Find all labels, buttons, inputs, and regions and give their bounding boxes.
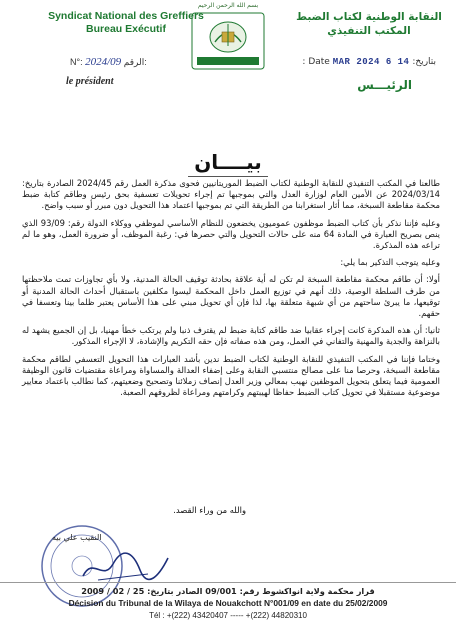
header-arabic bbox=[294, 10, 444, 38]
statement-body bbox=[22, 178, 440, 404]
date-stamp: 14 6 MAR 2024 bbox=[332, 57, 410, 67]
basmala: بسم الله الرحمن الرحيم bbox=[197, 2, 259, 9]
header-fr-line2: Bureau Exécutif bbox=[86, 23, 166, 35]
paragraph-second: ثانيا: أن هذه المذكرة كانت إجراء عقابيا ضد طاقم كتابة ضبط لم يقترف ذنبا ولم يرتكب خطأ مهنيا، بل إن الجميع يشهد له بالنزاهة والجدية والمهنية والتفاني في العمل، ومن هذه صفاته فإن حقه التكريم والإشادة، لا الإجراء المذكور. bbox=[22, 325, 440, 347]
paragraph-conclusion: وختاما فإننا في المكتب التنفيذي للنقابة الوطنية لكتاب الضبط ندين بأشد العبارات هذا التحويل التعسفي لطاقم محكمة مقاطعة السبخة، وحرصا منا على مصالح منتسبي النقابة وعلى إضفاء العدالة والمساواة ومراعاة مقتضيات قانون الوظيفة العمومية فيما يتعلق بتحويل الموظفين نهيب بمعالي وزير العدل إنصاف زملائنا وتصحيح وضعيتهم، كما نطالب باعتماد معايير موضوعية مستقبلا في تحويل كتاب الضبط حفاظا لهيبتهم وكرامتهم ومراعاة لظروفهم الصعبة. bbox=[21, 353, 440, 398]
number-label-ar: الرقم: bbox=[123, 57, 147, 67]
header-ar-line1: النقابة الوطنية لكتاب الضبط bbox=[296, 11, 442, 23]
paragraph-first: أولا: أن طاقم محكمة مقاطعة السبخة لم تكن له أية علاقة بحادثة توقيف الحالة المدنية، ولا بأي تجاوزات تمت ملاحظتها من طرف السلطة الوصية، ذلك أنهم في توزيع العمل داخل المحكمة ليسوا مكلفين باستقبال أحداث الحالة المدنية أو توقيعها، ما يبرئ ساحتهم من أي شبهة متعلقة بها، لذا فإن أي تحويل مبني على هذا الأساس يعتبر ظلما بينا وتعسفا في حقهم. bbox=[22, 274, 440, 319]
title-underline bbox=[188, 176, 268, 177]
president-label: le président bbox=[66, 76, 114, 87]
closing-phrase: والله من وراء القصد. bbox=[173, 505, 246, 515]
date-label-ar: بتاريخ: bbox=[412, 57, 436, 67]
footer-divider bbox=[0, 582, 456, 583]
number-label: N°: bbox=[70, 57, 83, 67]
header-ar-line2: المكتب التنفيذي bbox=[327, 25, 411, 37]
footer-french: Décision du Tribunal de la Wilaya de Nouakchott N°001/09 en date du 25/02/2009 bbox=[68, 598, 388, 608]
paragraph-intro: طالعنا في المكتب التنفيذي للنقابة الوطنية لكتاب الضبط الموريتانيين فحوى مذكرة العمل رقم 2024/45 الصادرة بتاريخ: 2024/03/14 عن الأمين العام لوزارة العدل والتي بموجبها تم إجراء تحويلات تعسفية بحق رئيس وطاقم كتابة ضبط محكمة مقاطعة السبخة، مما أثار استغرابنا من الطريقة التي تم بموجبها اعتماد هذا التحويل دون مبرر أو سبب واضح. bbox=[22, 178, 440, 211]
paragraph-reminder: وعليه فإننا نذكر بأن كتاب الضبط موظفون عموميون يخضعون للنظام الأساسي لموظفي ووكلاء الدولة رقم: 93/09 الذي ينص بصريح العبارة في المادة 64 منه على حالات التحويل والتي حصرها في: رغبة الموظف، أو ضرورة العمل، وهو ما لم تراعه هذه المذكرة. bbox=[22, 217, 440, 251]
date-row bbox=[286, 57, 436, 67]
president-title-ar: الرئيـــس bbox=[357, 78, 412, 92]
footer-arabic: قرار محكمة ولاية انواكشوط رقم: 09/001 الصادر بتاريخ: 25 / 02 / 2009 bbox=[81, 586, 375, 596]
number-value: 2024/09 bbox=[85, 56, 122, 68]
header-fr-line1: Syndicat National des Greffiers bbox=[48, 10, 204, 22]
paragraph-lead: وعليه يتوجب التذكير بما يلي: bbox=[340, 257, 440, 268]
signer-name: النقيب علي بيه bbox=[52, 533, 102, 542]
header-french bbox=[46, 10, 206, 36]
reference-number-row bbox=[70, 56, 220, 68]
footer-phone: Tél : +(222) 43420407 ----- +(222) 44820310 bbox=[149, 611, 307, 620]
date-label: Date : bbox=[302, 57, 330, 67]
document-title: بيــــان bbox=[194, 150, 262, 174]
